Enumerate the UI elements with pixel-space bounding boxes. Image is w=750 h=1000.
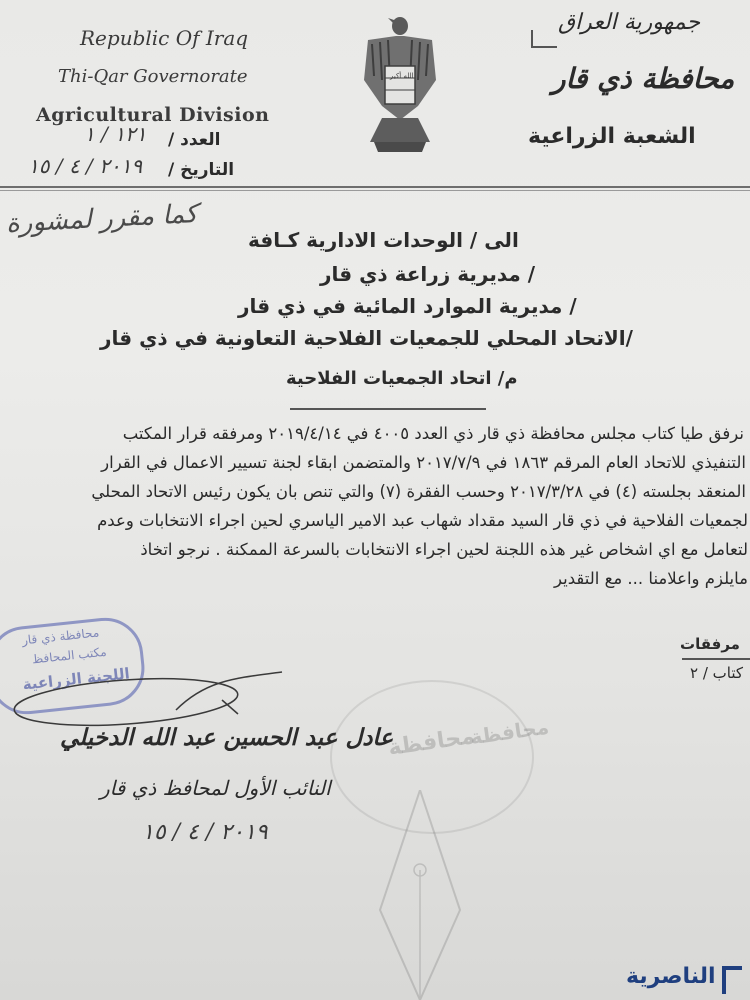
stamp-line-1: محافظة ذي قار bbox=[21, 625, 100, 648]
header-divider-2 bbox=[0, 190, 750, 191]
eagle-icon bbox=[360, 10, 440, 160]
iraq-eagle-emblem bbox=[360, 10, 440, 160]
handwritten-note: كما مقرر لمشورة bbox=[5, 199, 199, 239]
division-arabic: الشعبة الزراعية bbox=[528, 124, 696, 149]
body-line-2: التنفيذي للاتحاد العام المرقم ١٨٦٣ في ٢٠١٧/٧/٩ والمتضمن ابقاء لجنة تسيير الاعمال في القرار bbox=[101, 453, 746, 472]
emblem-text: الله أكبر bbox=[390, 72, 414, 80]
signature-scribble bbox=[6, 670, 286, 730]
recipient-line-3: /الاتحاد المحلي للجمعيات الفلاحية التعاونية في ذي قار bbox=[100, 326, 633, 350]
nasiriyah-logo bbox=[626, 964, 744, 994]
body-line-1: نرفق طيا كتاب مجلس محافظة ذي قار ذي العدد ٤٠٠٥ في ٢٠١٩/٤/١٤ ومرفقه قرار المكتب bbox=[122, 424, 744, 443]
governorate-english: Thi-Qar Governorate bbox=[58, 66, 248, 87]
republic-english: Republic Of Iraq bbox=[80, 26, 249, 50]
subject-underline bbox=[290, 408, 486, 410]
attachments-title: مرفقات bbox=[680, 635, 740, 653]
attachments-item: كتاب / ٢ bbox=[690, 664, 744, 682]
governorate-arabic: محافظة ذي قار bbox=[552, 62, 735, 95]
watermark-text: محافظة bbox=[386, 724, 477, 761]
republic-arabic: جمهورية العراق bbox=[558, 10, 701, 35]
header-divider bbox=[0, 186, 750, 188]
body-line-6: مايلزم واعلامنا ... مع التقدير bbox=[554, 569, 748, 588]
recipient-line-2: / مديرية الموارد المائية في ذي قار bbox=[238, 294, 577, 318]
pen-nib-watermark bbox=[360, 790, 480, 1000]
date-value: ٢٠١٩ / ٤ / ١٥ bbox=[28, 154, 143, 178]
logo-mark-icon bbox=[722, 966, 742, 994]
header-mark bbox=[531, 30, 557, 48]
signature-date: ٢٠١٩ / ٤ / ١٥ bbox=[142, 820, 268, 845]
number-label: العدد / bbox=[168, 130, 221, 150]
signatory-name: عادل عبد الحسين عبد الله الدخيلي bbox=[60, 724, 394, 751]
recipient-to-line: الى / الوحدات الادارية كـافة bbox=[248, 228, 519, 252]
date-label: التاريخ / bbox=[168, 160, 235, 180]
attachments-underline bbox=[682, 658, 750, 660]
body-line-3: المنعقد بجلسته (٤) في ٢٠١٧/٣/٢٨ وحسب الفقرة (٧) والتي تنص بان يكون رئيس الاتحاد المحلي bbox=[91, 482, 746, 501]
stamp-line-3: اللجنة الزراعية bbox=[21, 664, 131, 694]
recipient-line-1: / مديرية زراعة ذي قار bbox=[320, 262, 536, 286]
division-english: Agricultural Division bbox=[36, 104, 270, 126]
body-line-4: لجمعيات الفلاحية في ذي قار السيد مقداد شهاب عبد الامير الياسري لحين اجراء الانتخابات وعدم bbox=[97, 511, 748, 530]
stamp-line-2: مكتب المحافظ bbox=[31, 644, 108, 667]
signatory-title: النائب الأول لمحافظ ذي قار bbox=[100, 776, 331, 800]
number-value: ١٢١ / ١ bbox=[84, 122, 147, 146]
logo-text: الناصرية bbox=[626, 964, 716, 989]
watermark-text-2: محافظة bbox=[468, 714, 551, 750]
subject-line: م/ اتحاد الجمعيات الفلاحية bbox=[286, 368, 518, 389]
body-line-5: لتعامل مع اي اشخاص غير هذه اللجنة لحين اجراء الانتخابات بالسرعة الممكنة . نرجو اتخاذ bbox=[140, 540, 748, 559]
